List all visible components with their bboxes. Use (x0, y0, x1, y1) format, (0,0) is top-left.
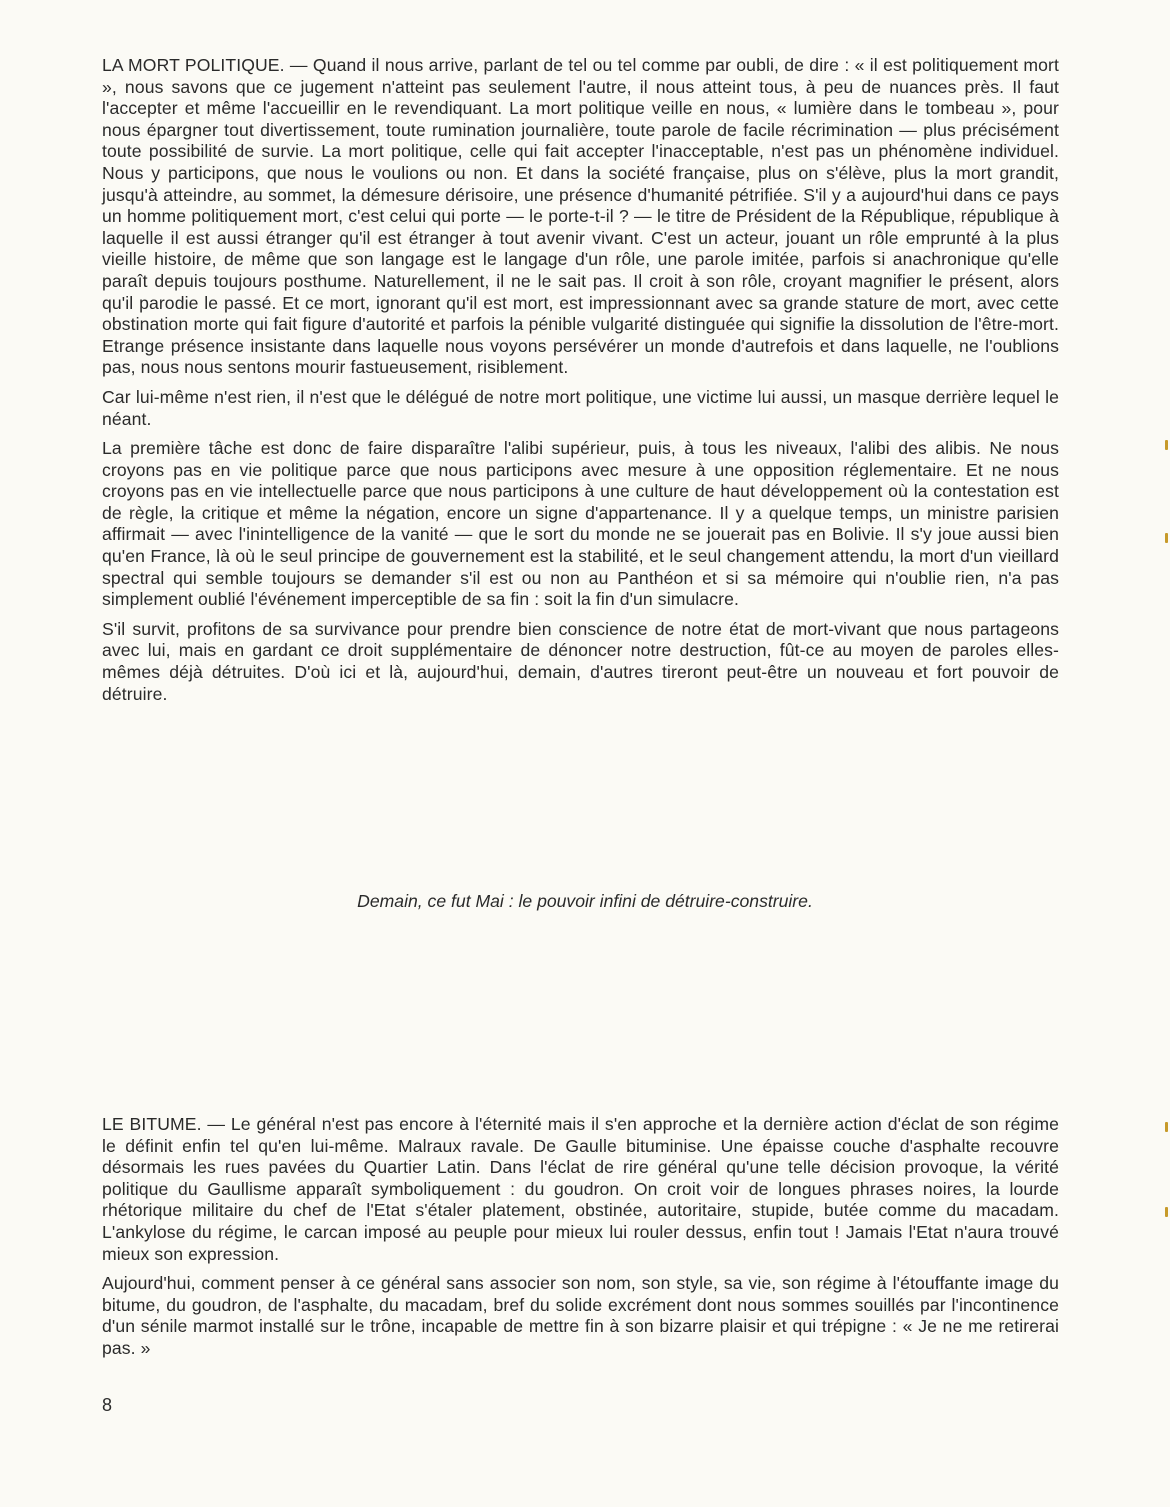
paragraph: La première tâche est donc de faire disparaître l'alibi supérieur, puis, à tous les niveaux, l'alibi des alibis. Ne nous croyons pas en vie politique parce que nous participons avec mesure à une opposition réglementaire. Et ne nous croyons pas en vie intellectuelle parce que nous participons à une culture de haut développement où la contestation est de règle, la critique et même la négation, encore un signe d'appartenance. Il y a quelque temps, un ministre parisien affirmait — avec l'inintelligence de la vanité — que le sort du monde ne se jouerait pas en Bolivie. Il s'y joue aussi bien qu'en France, là où le seul principe de gouvernement est la stabilité, et le seul changement attendu, la mort d'un vieillard spectral qui semble toujours se demander s'il est ou non au Panthéon et si sa mémoire qui n'oublie rien, n'a pas simplement oublié l'événement imperceptible de sa fin : soit la fin d'un simulacre. (102, 438, 1059, 610)
paragraph: Aujourd'hui, comment penser à ce général sans associer son nom, son style, sa vie, son régime à l'étouffante image du bitume, du goudron, de l'asphalte, du macadam, bref du solide excrément dont nous sommes souillés par l'incontinence d'un sénile marmot installé sur le trône, incapable de mettre fin à son bizarre plaisir et qui trépigne : « Je ne me retirerai pas. » (102, 1273, 1059, 1358)
page-number: 8 (102, 1395, 113, 1415)
section-bitume (102, 1114, 1059, 1368)
paragraph-text: — Le général n'est pas encore à l'éternité mais il s'en approche et la dernière action d'éclat de son régime le définit enfin tel qu'en lui-même. Malraux ravale. De Gaulle bituminise. Une épaisse couche d'asphalte recouvre désormais les rues pavées du Quartier Latin. Dans l'éclat de rire général qu'une telle décision provoque, la vérité politique du Gaullisme apparaît symboliquement : du goudron. On croit voir de longues phrases noires, la lourde rhétorique militaire du chef de l'Etat s'étaler platement, obstinée, autoritaire, stupide, butée comme du macadam. L'ankylose du régime, le carcan imposé au peuple pour mieux lui rouler dessus, enfin tout ! Jamais l'Etat n'aura trouvé mieux son expression. (102, 1114, 1060, 1264)
paragraph: S'il survit, profitons de sa survivance pour prendre bien conscience de notre état de mort-vivant que nous partageons avec lui, mais en gardant ce droit supplémentaire de dénoncer notre destruction, fût-ce au moyen de paroles elles-mêmes déjà détruites. D'où ici et là, aujourd'hui, demain, d'autres tireront peut-être un nouveau et fort pouvoir de détruire. (102, 618, 1059, 704)
paragraph (102, 1114, 1059, 1265)
section-heading: LA MORT POLITIQUE. (102, 55, 285, 75)
section-heading: LE BITUME. (102, 1114, 202, 1134)
paragraph (102, 55, 1059, 379)
epigraph: Demain, ce fut Mai : le pouvoir infini de détruire-construire. (357, 891, 813, 911)
paragraph: Car lui-même n'est rien, il n'est que le délégué de notre mort politique, une victime lui aussi, un masque derrière lequel le néant. (102, 386, 1059, 429)
section-mort-politique (102, 55, 1059, 713)
page-edge-mark (1165, 533, 1168, 543)
page-edge-mark (1165, 1122, 1168, 1132)
paragraph-text: — Quand il nous arrive, parlant de tel ou tel comme par oubli, de dire : « il est politiquement mort », nous savons que ce jugement n'atteint pas seulement l'autre, il nous atteint tous, à peu de nuances près. Il faut l'accepter et même l'accueillir en le revendiquant. La mort politique veille en nous, « lumière dans le tombeau », pour nous épargner tout divertissement, toute rumination journalière, toute parole de facile récrimination — plus précisément toute possibilité de survie. La mort politique, celle qui fait accepter l'inacceptable, n'est pas un phénomène individuel. Nous y participons, que nous le voulions ou non. Et dans la société française, plus on s'élève, plus la mort grandit, jusqu'à atteindre, au sommet, la démesure dérisoire, une présence d'humanité pétrifiée. S'il y a aujourd'hui dans ce pays un homme politiquement mort, c'est celui qui porte — le porte-t-il ? — le titre de Président de la République, république à laquelle il est aussi étranger qu'il est étranger à tout avenir vivant. C'est un acteur, jouant un rôle emprunté à la plus vieille histoire, de même que son langage est le langage d'un rôle, une parole imitée, parfois si anachronique qu'elle paraît depuis toujours posthume. Naturellement, il ne le sait pas. Il croit à son rôle, croyant magnifier le présent, alors qu'il parodie le passé. Et ce mort, ignorant qu'il est mort, est impressionnant avec sa grande stature de mort, avec cette obstination morte qui fait figure d'autorité et parfois la pénible vulgarité distinguée qui signifie la dissolution de l'être-mort. Etrange présence insistante dans laquelle nous voyons persévérer un monde d'autrefois et dans laquelle, ne l'oublions pas, nous nous sentons mourir fastueusement, risiblement. (102, 55, 1059, 378)
page-edge-mark (1165, 440, 1168, 450)
page-edge-mark (1165, 1207, 1168, 1217)
